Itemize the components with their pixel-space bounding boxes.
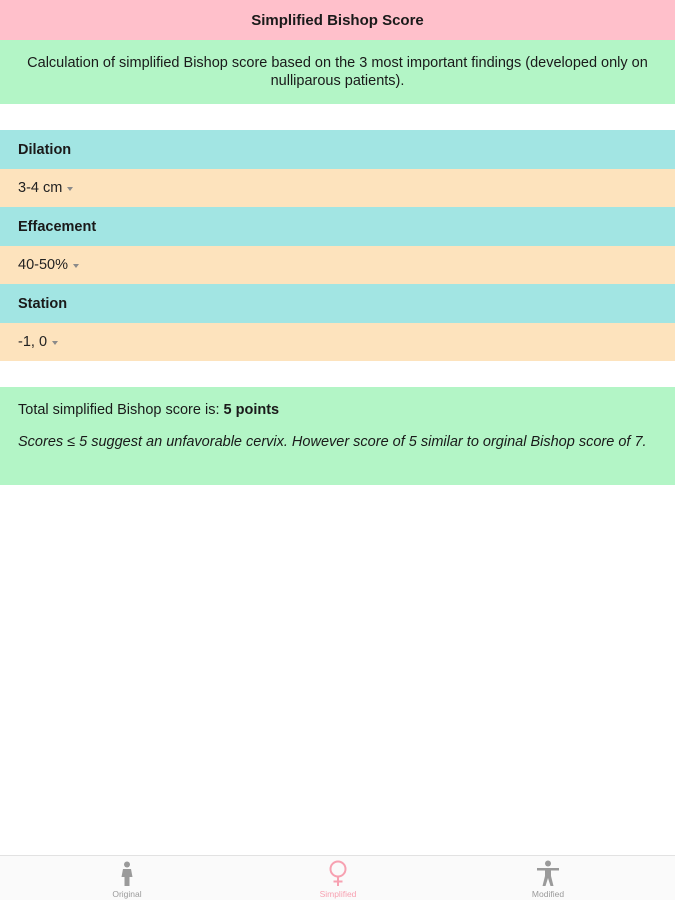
effacement-header <box>0 207 675 246</box>
tab-modified-label: Modified <box>531 889 565 899</box>
description-text: Calculation of simplified Bishop score based on the 3 most important findings (developed only on nulliparous patients). <box>27 55 648 89</box>
result-summary <box>18 401 657 419</box>
effacement-label: Effacement <box>18 218 97 235</box>
chevron-down-icon <box>73 264 79 268</box>
tab-original[interactable] <box>82 856 172 900</box>
dilation-value: 3-4 cm <box>18 180 63 196</box>
tab-modified[interactable] <box>503 856 593 900</box>
effacement-value: 40-50% <box>18 257 68 273</box>
dilation-header <box>0 130 675 169</box>
result-panel <box>0 387 675 485</box>
effacement-select[interactable] <box>0 246 675 284</box>
page-title: Simplified Bishop Score <box>251 11 424 29</box>
chevron-down-icon <box>52 341 58 345</box>
chevron-down-icon <box>67 187 73 191</box>
result-score: 5 points <box>223 402 280 418</box>
figure-icon <box>536 860 560 887</box>
result-prefix: Total simplified Bishop score is: <box>18 402 220 418</box>
tab-simplified[interactable] <box>293 856 383 900</box>
station-select[interactable] <box>0 323 675 361</box>
description-panel <box>0 40 675 104</box>
dilation-select[interactable] <box>0 169 675 207</box>
person-icon <box>119 860 135 887</box>
result-interpretation: Scores ≤ 5 suggest an unfavorable cervix. However score of 5 similar to orginal Bishop score of 7. <box>18 434 647 450</box>
station-label: Station <box>18 295 68 312</box>
tab-bar <box>0 855 675 900</box>
score-form <box>0 130 675 361</box>
tab-original-label: Original <box>112 889 142 899</box>
female-symbol-icon <box>327 860 349 887</box>
tab-simplified-label: Simplified <box>319 889 357 899</box>
station-value: -1, 0 <box>18 334 48 350</box>
dilation-label: Dilation <box>18 141 72 158</box>
navigation-bar <box>0 0 675 40</box>
station-header <box>0 284 675 323</box>
